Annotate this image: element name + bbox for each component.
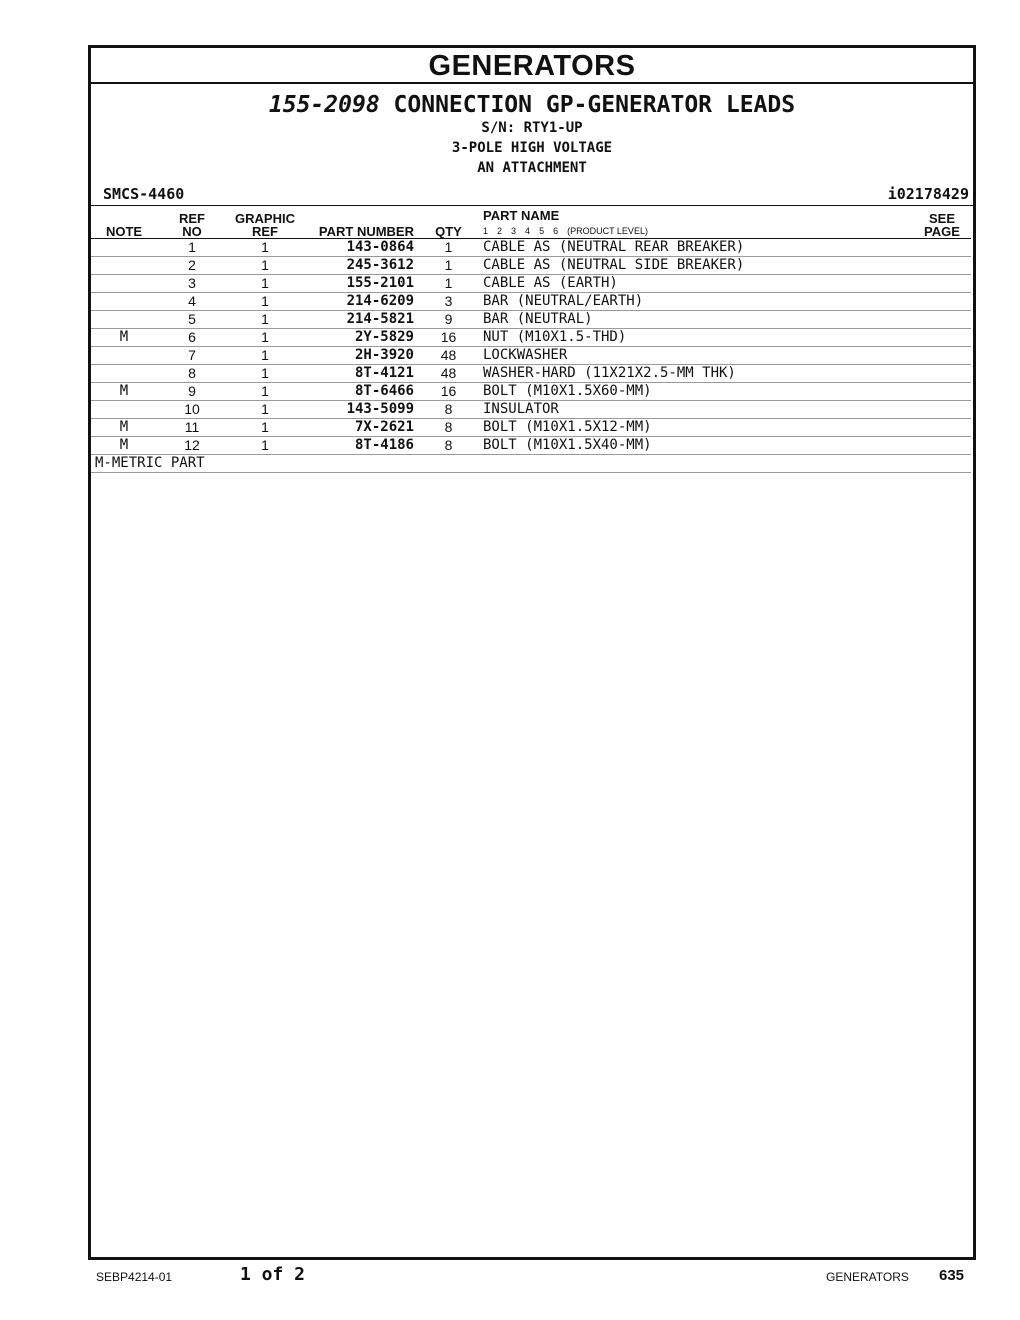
row-ref-no: 9 [157, 383, 227, 401]
row-part-name: WASHER-HARD (11X21X2.5-MM THK) [477, 365, 913, 383]
row-part-name: CABLE AS (EARTH) [477, 275, 913, 293]
row-note [91, 293, 157, 311]
row-see-page [913, 329, 971, 347]
row-note: M [91, 329, 157, 347]
row-part-number: 214-5821 [303, 311, 420, 329]
row-graphic-ref: 1 [227, 365, 303, 383]
table-row [91, 293, 971, 311]
row-graphic-ref: 1 [227, 347, 303, 365]
row-graphic-ref: 1 [227, 275, 303, 293]
row-ref-no: 1 [157, 239, 227, 257]
row-part-number: 143-5099 [303, 401, 420, 419]
row-see-page [913, 257, 971, 275]
page-number: 635 [939, 1267, 965, 1284]
table-row [91, 383, 971, 401]
document-number: SEBP4214-01 [96, 1270, 173, 1284]
row-graphic-ref: 1 [227, 257, 303, 275]
reference-row [91, 183, 973, 206]
row-see-page [913, 293, 971, 311]
row-see-page [913, 347, 971, 365]
row-ref-no: 2 [157, 257, 227, 275]
row-part-name: LOCKWASHER [477, 347, 913, 365]
row-qty: 8 [420, 419, 477, 437]
row-note [91, 275, 157, 293]
row-graphic-ref: 1 [227, 401, 303, 419]
row-note [91, 239, 157, 257]
row-qty: 1 [420, 257, 477, 275]
row-note [91, 257, 157, 275]
table-row [91, 347, 971, 365]
row-see-page [913, 419, 971, 437]
row-part-name: BOLT (M10X1.5X60-MM) [477, 383, 913, 401]
row-qty: 8 [420, 401, 477, 419]
page-frame [88, 45, 976, 1260]
table-row [91, 329, 971, 347]
row-qty: 1 [420, 275, 477, 293]
group-name: CONNECTION GP-GENERATOR LEADS [393, 92, 796, 118]
row-part-name: INSULATOR [477, 401, 913, 419]
footnote: M-METRIC PART [91, 455, 971, 473]
row-see-page [913, 311, 971, 329]
group-title [91, 92, 973, 118]
table-row [91, 257, 971, 275]
row-part-number: 245-3612 [303, 257, 420, 275]
row-part-name: BOLT (M10X1.5X12-MM) [477, 419, 913, 437]
row-qty: 16 [420, 329, 477, 347]
row-note: M [91, 383, 157, 401]
row-see-page [913, 275, 971, 293]
header-part-name: PART NAME 1 2 3 4 5 6 (PRODUCT LEVEL) [477, 206, 913, 239]
row-qty: 16 [420, 383, 477, 401]
row-see-page [913, 239, 971, 257]
row-note: M [91, 437, 157, 455]
illustration-id: i02178429 [887, 185, 969, 203]
smcs-code: SMCS-4460 [103, 185, 185, 203]
row-qty: 9 [420, 311, 477, 329]
row-ref-no: 3 [157, 275, 227, 293]
product-levels: 1 2 3 4 5 6 (PRODUCT LEVEL) [483, 226, 648, 236]
table-row [91, 365, 971, 383]
row-ref-no: 12 [157, 437, 227, 455]
header-qty: QTY [420, 206, 477, 239]
row-qty: 1 [420, 239, 477, 257]
footnote-row [91, 455, 971, 473]
header-note: NOTE [91, 206, 157, 239]
row-part-number: 8T-4121 [303, 365, 420, 383]
row-part-number: 8T-4186 [303, 437, 420, 455]
row-see-page [913, 437, 971, 455]
row-note [91, 401, 157, 419]
row-qty: 8 [420, 437, 477, 455]
row-note [91, 311, 157, 329]
footer-section: GENERATORS [826, 1270, 909, 1284]
row-graphic-ref: 1 [227, 293, 303, 311]
header-part-number: PART NUMBER [303, 206, 420, 239]
row-see-page [913, 365, 971, 383]
page-footer [0, 1262, 1020, 1292]
section-title: GENERATORS [91, 48, 973, 84]
row-note: M [91, 419, 157, 437]
row-part-number: 214-6209 [303, 293, 420, 311]
row-ref-no: 10 [157, 401, 227, 419]
row-note [91, 347, 157, 365]
row-qty: 48 [420, 347, 477, 365]
row-ref-no: 11 [157, 419, 227, 437]
row-ref-no: 4 [157, 293, 227, 311]
row-ref-no: 6 [157, 329, 227, 347]
row-part-name: BAR (NEUTRAL) [477, 311, 913, 329]
parts-table [91, 206, 971, 473]
table-row [91, 311, 971, 329]
table-row [91, 419, 971, 437]
row-note [91, 365, 157, 383]
row-see-page [913, 383, 971, 401]
row-part-name: NUT (M10X1.5-THD) [477, 329, 913, 347]
table-row [91, 401, 971, 419]
row-ref-no: 7 [157, 347, 227, 365]
row-part-name: CABLE AS (NEUTRAL REAR BREAKER) [477, 239, 913, 257]
row-ref-no: 8 [157, 365, 227, 383]
page-of: 1 of 2 [240, 1264, 306, 1285]
row-ref-no: 5 [157, 311, 227, 329]
row-part-number: 8T-6466 [303, 383, 420, 401]
group-part-number: 155-2098 [268, 92, 380, 118]
table-header [91, 206, 971, 239]
row-part-number: 7X-2621 [303, 419, 420, 437]
group-description-1: 3-POLE HIGH VOLTAGE [451, 140, 613, 156]
row-part-number: 143-0864 [303, 239, 420, 257]
table-row [91, 437, 971, 455]
table-row [91, 275, 971, 293]
row-part-number: 2Y-5829 [303, 329, 420, 347]
row-part-number: 2H-3920 [303, 347, 420, 365]
row-graphic-ref: 1 [227, 311, 303, 329]
row-qty: 3 [420, 293, 477, 311]
row-qty: 48 [420, 365, 477, 383]
row-graphic-ref: 1 [227, 383, 303, 401]
row-graphic-ref: 1 [227, 239, 303, 257]
table-row [91, 239, 971, 257]
row-part-number: 155-2101 [303, 275, 420, 293]
row-graphic-ref: 1 [227, 419, 303, 437]
row-graphic-ref: 1 [227, 437, 303, 455]
row-see-page [913, 401, 971, 419]
row-part-name: BOLT (M10X1.5X40-MM) [477, 437, 913, 455]
row-graphic-ref: 1 [227, 329, 303, 347]
group-description-2: AN ATTACHMENT [477, 160, 587, 176]
row-part-name: CABLE AS (NEUTRAL SIDE BREAKER) [477, 257, 913, 275]
header-ref-no: REF NO [157, 206, 227, 239]
header-graphic-ref: GRAPHIC REF [227, 206, 303, 239]
row-part-name: BAR (NEUTRAL/EARTH) [477, 293, 913, 311]
header-see-page: SEE PAGE [913, 206, 971, 239]
serial-number: S/N: RTY1-UP [481, 120, 583, 136]
